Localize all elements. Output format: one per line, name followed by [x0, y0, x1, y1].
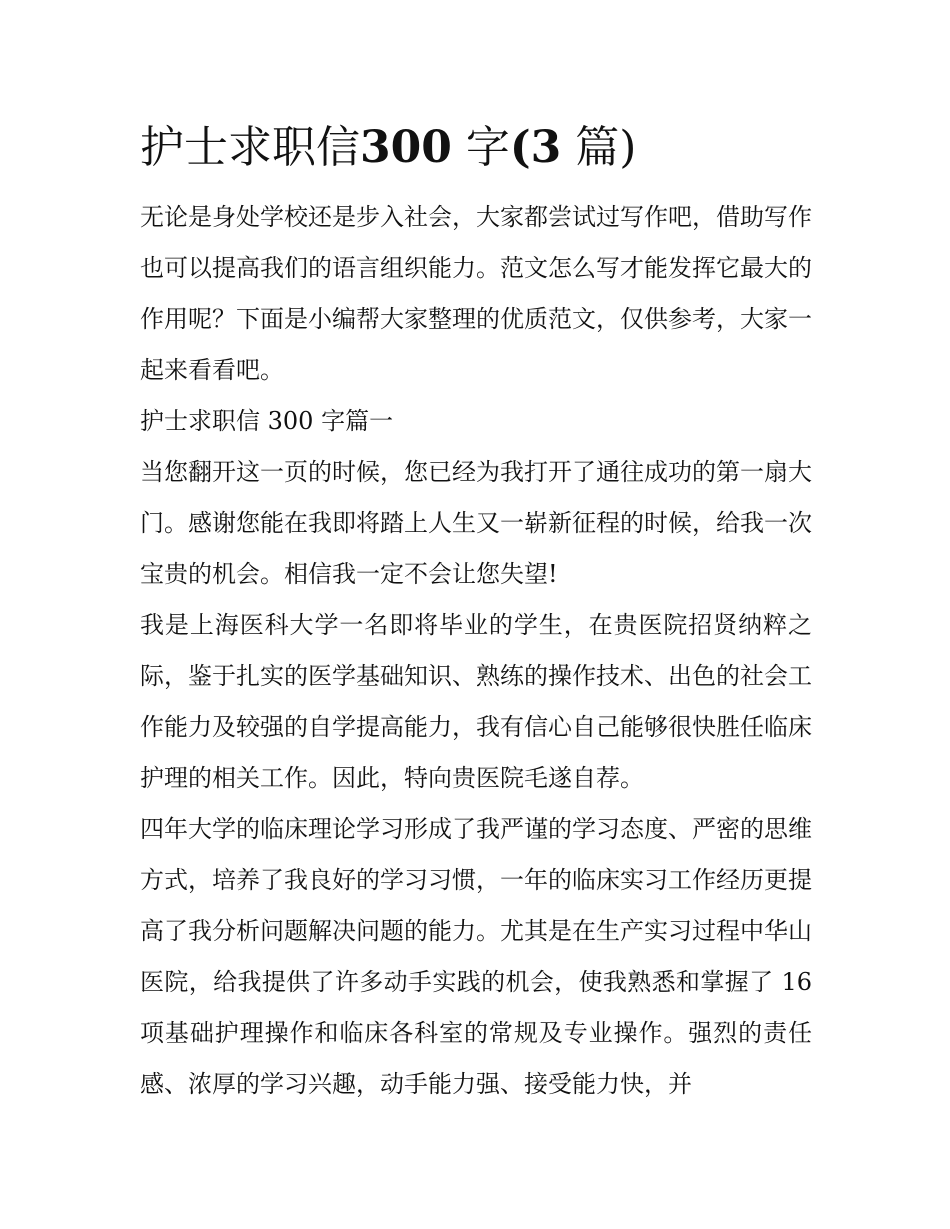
- intro-paragraph: 无论是身处学校还是步入社会，大家都尝试过写作吧，借助写作也可以提高我们的语言组织能力。范文怎么写才能发挥它最大的作用呢？下面是小编帮大家整理的优质范文，仅供参考，大家一起来看看吧。: [140, 203, 812, 384]
- body-paragraph-3: 四年大学的临床理论学习形成了我严谨的学习态度、严密的思维方式，培养了我良好的学习习惯，一年的临床实习工作经历更提高了我分析问题解决问题的能力。尤其是在生产实习过程中华山医院，给我提供了许多动手实践的机会，使我熟悉和掌握了 16 项基础护理操作和临床各科室的常规及专业操作。强烈的责任感、浓厚的学习兴趣，动手能力强、接受能力快，并: [140, 815, 812, 1098]
- section-heading: 护士求职信 300 字篇一: [140, 407, 394, 435]
- document-body: [140, 118, 812, 1110]
- title-text: 护士求职信: [140, 122, 360, 173]
- title-unit: 字: [451, 122, 510, 173]
- title-count: (3: [509, 122, 562, 173]
- title-suffix: 篇): [561, 122, 637, 173]
- title-number: 300: [360, 122, 452, 173]
- document-title: [140, 118, 812, 178]
- body-paragraph-2: 我是上海医科大学一名即将毕业的学生，在贵医院招贤纳粹之际，鉴于扎实的医学基础知识、熟练的操作技术、出色的社会工作能力及较强的自学提高能力，我有信心自己能够很快胜任临床护理的相关工作。因此，特向贵医院毛遂自荐。: [140, 611, 812, 792]
- body-paragraph-1: 当您翻开这一页的时候，您已经为我打开了通往成功的第一扇大门。感谢您能在我即将踏上人生又一崭新征程的时候，给我一次宝贵的机会。相信我一定不会让您失望!: [140, 458, 812, 588]
